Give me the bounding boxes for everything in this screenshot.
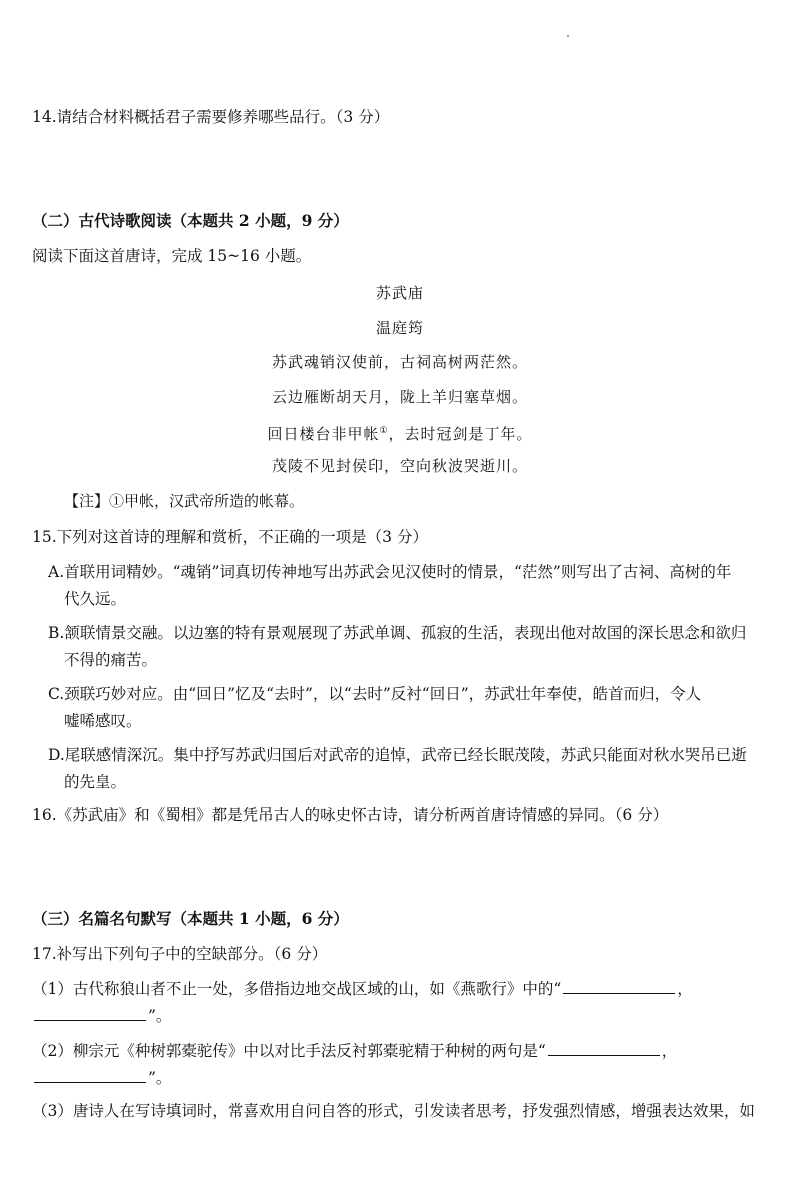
question-17-stem: 17.补写出下列句子中的空缺部分。（6 分）: [32, 945, 328, 963]
question-15-stem: 15.下列对这首诗的理解和赏析，不正确的一项是（3 分）: [32, 528, 428, 546]
option-c-line-2: 嘘唏感叹。: [64, 712, 142, 730]
option-a-line-2: 代久远。: [64, 590, 127, 608]
poem-line-2: 云边雁断胡天月，陇上羊归塞草烟。: [271, 388, 528, 406]
option-a-line-1: A.首联用词精妙。“魂销”词真切传神地写出苏武会见汉使时的情景，“茫然”则写出了古祠、高树的年: [48, 563, 732, 581]
part-1-separator: ，: [677, 980, 693, 998]
question-17-part-3: （3）唐诗人在写诗填词时，常喜欢用自问自答的形式，引发读者思考，抒发强烈情感，增强表达效果，如: [32, 1102, 755, 1120]
question-17-part-1-cont: [32, 1006, 171, 1026]
part-2-text: （2）柳宗元《种树郭橐驼传》中以对比手法反衬郭橐驼精于种树的两句是“: [32, 1042, 546, 1060]
poem-line-3-b: ，去时冠剑是丁年。: [388, 425, 533, 443]
part-2-separator: ，: [661, 1042, 678, 1060]
question-17-part-2-cont: [32, 1068, 171, 1088]
poem-line-1: 苏武魂销汉使前，古祠高树两茫然。: [271, 353, 528, 371]
question-16: 16.《苏武庙》和《蜀相》都是凭吊古人的咏史怀古诗，请分析两首唐诗情感的异同。（6 分）: [32, 806, 669, 824]
question-17-part-1: [32, 979, 693, 999]
poem-line-3-a: 回日楼台非甲帐: [267, 425, 380, 443]
part-1-text: （1）古代称狼山者不止一处，多借指边地交战区域的山，如《燕歌行》中的“: [32, 980, 562, 998]
poem-author: 温庭筠: [375, 319, 424, 337]
part-1-end: ”。: [148, 1007, 172, 1025]
option-b-line-1: B.颔联情景交融。以边塞的特有景观展现了苏武单调、孤寂的生活，表现出他对故国的深长思念和欲归: [48, 624, 747, 642]
answer-blank-1b[interactable]: [34, 1006, 146, 1021]
part-2-end: ”。: [148, 1069, 172, 1087]
poem-line-3: [0, 421, 800, 444]
poem-title: 苏武庙: [375, 284, 424, 302]
section-3-title: （三）名篇名句默写（本题共 1 小题，6 分）: [32, 909, 349, 928]
option-d-line-2: 的先皇。: [64, 773, 127, 791]
question-17-part-2: [32, 1041, 677, 1061]
answer-blank-2a[interactable]: [548, 1041, 660, 1056]
option-d-line-1: D.尾联感情深沉。集中抒写苏武归国后对武帝的追悼，武帝已经长眠茂陵，苏武只能面对秋水哭吊已逝: [48, 746, 747, 764]
answer-blank-2b[interactable]: [34, 1068, 146, 1083]
section-2-intro: 阅读下面这首唐诗，完成 15~16 小题。: [32, 247, 312, 265]
note-mark: ①: [379, 426, 389, 436]
poem-line-4: 茂陵不见封侯印，空向秋波哭逝川。: [271, 457, 528, 475]
option-b-line-2: 不得的痛苦。: [64, 651, 158, 669]
question-14: 14.请结合材料概括君子需要修养哪些品行。（3 分）: [32, 108, 390, 126]
answer-blank-1a[interactable]: [563, 979, 675, 994]
option-c-line-1: C.颈联巧妙对应。由“回日”忆及“去时”，以“去时”反衬“回日”，苏武壮年奉使，皓首而归，令人: [48, 685, 702, 703]
poem-note: 【注】①甲帐，汉武帝所造的帐幕。: [64, 492, 305, 510]
section-2-title: （二）古代诗歌阅读（本题共 2 小题，9 分）: [32, 211, 349, 230]
stray-dot: [567, 35, 569, 37]
